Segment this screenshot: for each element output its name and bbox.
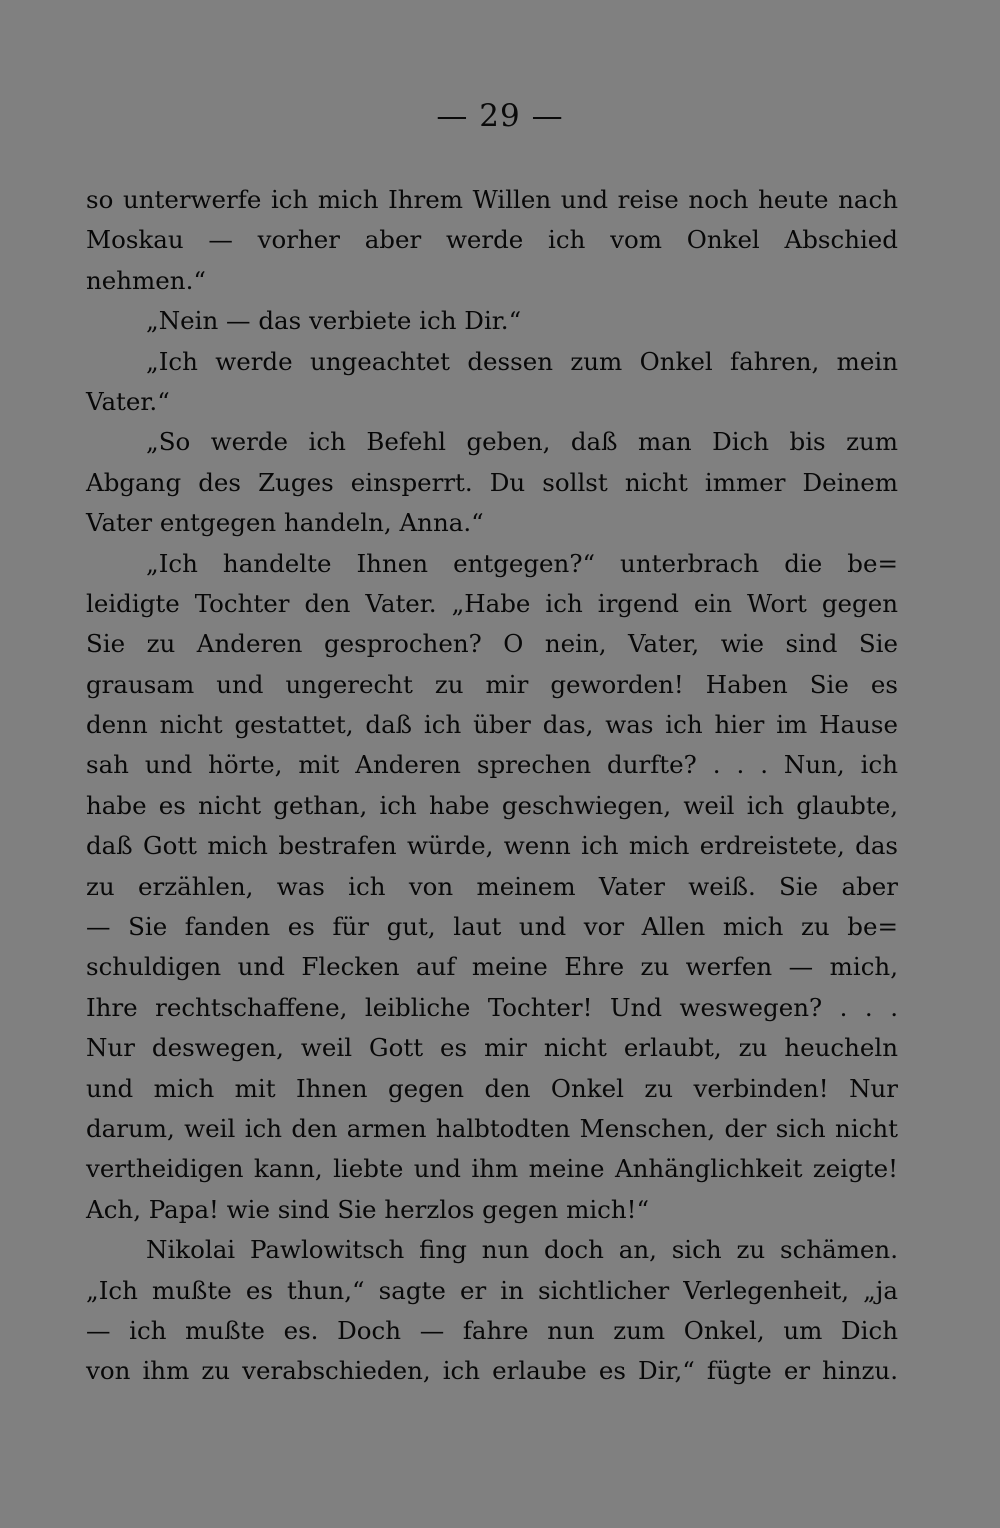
text-line: Nikolai Pawlowitsch fing nun doch an, sich zu schämen.	[146, 1235, 898, 1265]
text-line: Sie zu Anderen gesprochen? O nein, Vater, wie sind Sie	[86, 629, 898, 659]
text-line: Ihre rechtschaffene, leibliche Tochter! Und weswegen? . . .	[86, 992, 898, 1022]
text-line: vertheidigen kann, liebte und ihm meine Anhänglichkeit zeigte!	[86, 1154, 898, 1184]
text-line: denn nicht gestattet, daß ich über das, was ich hier im Hause	[86, 710, 898, 740]
text-line: — Sie fanden es für gut, laut und vor Allen mich zu be=	[86, 912, 898, 942]
text-line: „Ich werde ungeachtet dessen zum Onkel fahren, mein	[146, 346, 898, 376]
text-line: Vater.“	[86, 386, 170, 416]
text-line: Abgang des Zuges einsperrt. Du sollst nicht immer Deinem	[86, 467, 898, 497]
text-line: darum, weil ich den armen halbtodten Menschen, der sich nicht	[86, 1113, 898, 1143]
text-line: „Nein — das verbiete ich Dir.“	[146, 306, 522, 336]
text-line: und mich mit Ihnen gegen den Onkel zu verbinden! Nur	[86, 1073, 898, 1103]
text-line: habe es nicht gethan, ich habe geschwiegen, weil ich glaubte,	[86, 790, 898, 820]
text-line: grausam und ungerecht zu mir geworden! Haben Sie es	[86, 669, 898, 699]
text-line: so unterwerfe ich mich Ihrem Willen und reise noch heute nach	[86, 185, 898, 214]
text-line: Nur deswegen, weil Gott es mir nicht erlaubt, zu heucheln	[86, 1033, 898, 1063]
text-line: nehmen.“	[86, 265, 206, 295]
text-line: leidigte Tochter den Vater. „Habe ich irgend ein Wort gegen	[86, 588, 898, 618]
text-line: zu erzählen, was ich von meinem Vater weiß. Sie aber	[86, 871, 898, 901]
text-line: „Ich mußte es thun,“ sagte er in sichtlicher Verlegenheit, „ja	[86, 1275, 898, 1305]
text-line: von ihm zu verabschieden, ich erlaube es Dir,“ fügte er hinzu.	[86, 1356, 898, 1386]
text-line: „So werde ich Befehl geben, daß man Dich bis zum	[146, 427, 898, 457]
text-line: „Ich handelte Ihnen entgegen?“ unterbrach die be=	[146, 548, 898, 578]
text-line: schuldigen und Flecken auf meine Ehre zu werfen — mich,	[86, 952, 898, 982]
text-line: Vater entgegen handeln, Anna.“	[86, 508, 484, 538]
text-line: Ach, Papa! wie sind Sie herzlos gegen mich!“	[86, 1194, 650, 1224]
text-line: daß Gott mich bestrafen würde, wenn ich mich erdreistete, das	[86, 831, 898, 861]
text-line: — ich mußte es. Doch — fahre nun zum Onkel, um Dich	[86, 1315, 898, 1345]
page-number: — 29 —	[436, 98, 564, 134]
body-text	[86, 180, 898, 1392]
text-line: sah und hörte, mit Anderen sprechen durfte? . . . Nun, ich	[86, 750, 898, 780]
text-line: Moskau — vorher aber werde ich vom Onkel Abschied	[86, 225, 898, 255]
